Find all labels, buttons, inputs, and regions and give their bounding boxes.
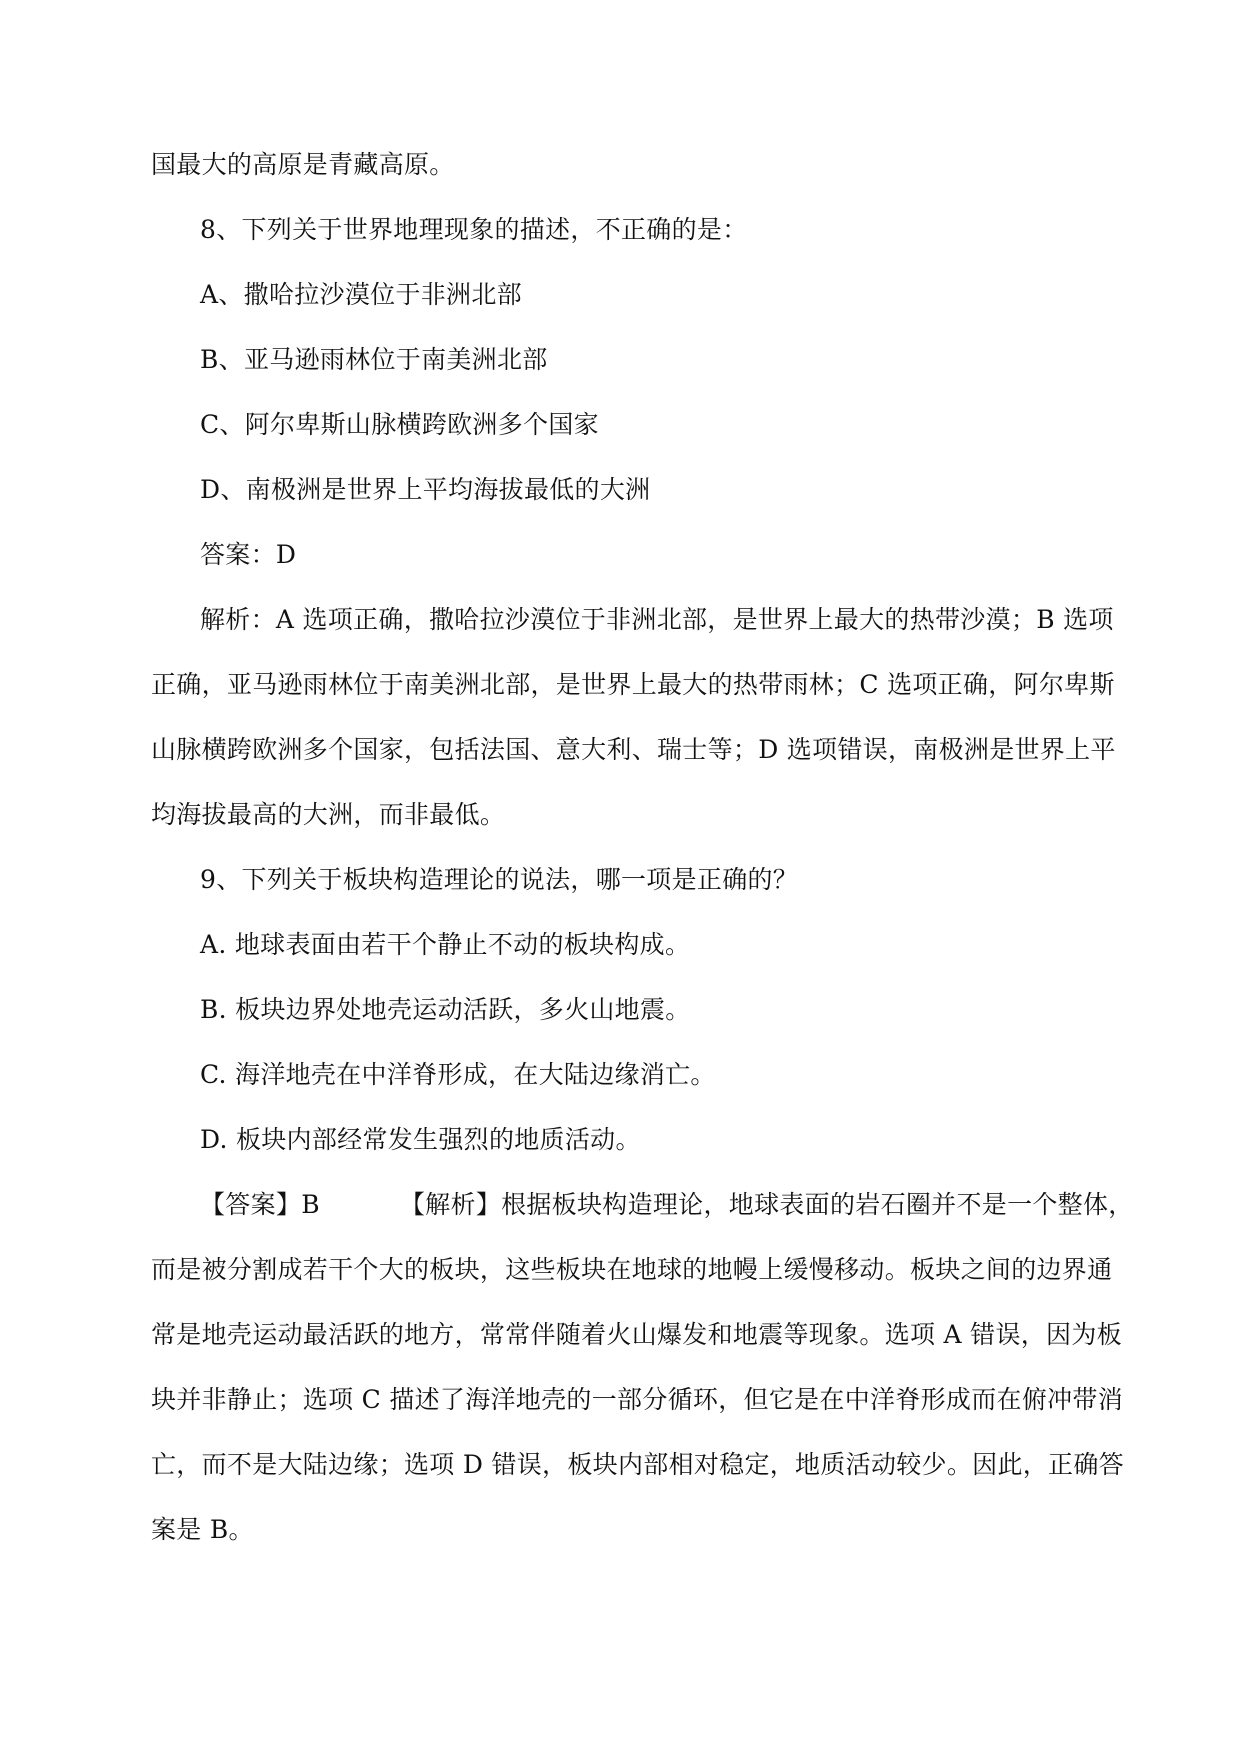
question-9-answer: 【答案】B — [200, 1190, 320, 1219]
question-9-explanation-head: 【解析】根据板块构造理论，地球表面的岩石圈并不是一个整体， — [399, 1190, 1134, 1219]
question-9-option-b: B. 板块边界处地壳运动活跃，多火山地震。 — [200, 995, 691, 1024]
paragraph-continuation: 国最大的高原是青藏高原。 — [151, 150, 455, 179]
question-8-explanation-line: 正确，亚马逊雨林位于南美洲北部，是世界上最大的热带雨林；C 选项正确，阿尔卑斯 — [151, 670, 1115, 699]
question-8-option-d: D、南极洲是世界上平均海拔最低的大洲 — [200, 475, 651, 504]
question-8-option-a: A、撒哈拉沙漠位于非洲北部 — [200, 280, 522, 309]
question-9-option-c: C. 海洋地壳在中洋脊形成，在大陆边缘消亡。 — [200, 1060, 716, 1089]
question-9-explanation-line: 而是被分割成若干个大的板块，这些板块在地球的地幔上缓慢移动。板块之间的边界通 — [151, 1255, 1113, 1284]
question-9-option-a: A. 地球表面由若干个静止不动的板块构成。 — [200, 930, 691, 959]
question-8-explanation-line: 解析：A 选项正确，撒哈拉沙漠位于非洲北部，是世界上最大的热带沙漠；B 选项 — [200, 605, 1114, 634]
question-8-explanation-line: 均海拔最高的大洲，而非最低。 — [151, 800, 506, 829]
question-8: 8、下列关于世界地理现象的描述，不正确的是： — [200, 215, 748, 244]
question-9-explanation-line: 案是 B。 — [151, 1515, 254, 1544]
question-9: 9、下列关于板块构造理论的说法，哪一项是正确的？ — [200, 865, 799, 894]
question-9-answer-line — [200, 1188, 1134, 1222]
question-9-explanation-line: 块并非静止；选项 C 描述了海洋地壳的一部分循环，但它是在中洋脊形成而在俯冲带消 — [151, 1385, 1124, 1414]
question-9-explanation-line: 常是地壳运动最活跃的地方，常常伴随着火山爆发和地震等现象。选项 A 错误，因为板 — [151, 1320, 1122, 1349]
question-8-explanation-line: 山脉横跨欧洲多个国家，包括法国、意大利、瑞士等；D 选项错误，南极洲是世界上平 — [151, 735, 1116, 764]
question-9-explanation-line: 亡，而不是大陆边缘；选项 D 错误，板块内部相对稳定，地质活动较少。因此，正确答 — [151, 1450, 1124, 1479]
question-9-option-d: D. 板块内部经常发生强烈的地质活动。 — [200, 1125, 641, 1154]
question-8-option-b: B、亚马逊雨林位于南美洲北部 — [200, 345, 548, 374]
question-8-answer: 答案：D — [200, 540, 297, 569]
question-8-option-c: C、阿尔卑斯山脉横跨欧洲多个国家 — [200, 410, 599, 439]
